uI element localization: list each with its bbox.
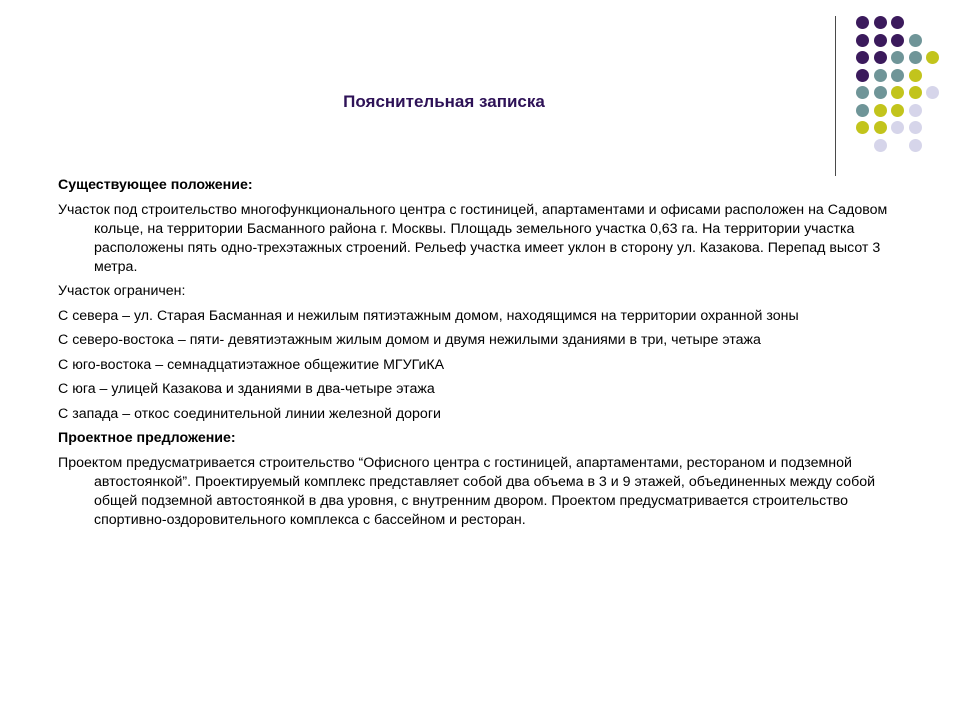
decorative-dot: [891, 69, 904, 82]
decorative-dot: [909, 34, 922, 47]
decorative-dot: [874, 51, 887, 64]
decorative-dot: [909, 51, 922, 64]
decorative-dot: [891, 34, 904, 47]
decorative-dot: [874, 139, 887, 152]
boundary-south: С юга – улицей Казакова и зданиями в два-четыре этажа: [58, 381, 435, 397]
decorative-dot: [891, 86, 904, 99]
decorative-dot: [891, 121, 904, 134]
decorative-dot: [891, 16, 904, 29]
decorative-dot: [874, 34, 887, 47]
decorative-dot: [856, 104, 869, 117]
decorative-dot: [856, 86, 869, 99]
boundary-west: С запада – откос соединительной линии железной дороги: [58, 405, 441, 422]
boundary-northeast: С северо-востока – пяти- девятиэтажным жилым домом и двумя нежилыми зданиями в три, четыре этажа: [58, 332, 761, 348]
decorative-dot: [909, 104, 922, 117]
decorative-dot: [909, 121, 922, 134]
slide-body: [58, 176, 900, 535]
decorative-dot: [856, 69, 869, 82]
section-heading-proposal: Проектное предложение:: [58, 430, 236, 446]
decorative-dot: [909, 69, 922, 82]
paragraph-site-description: Участок под строительство многофункционального центра с гостиницей, апартаментами и офисами расположен на Садовом кольце, на территории Басманного района г. Москвы. Площадь земельного участка 0,63 га. На территории участка расположены пять одно-трехэтажных строений. Рельеф участка имеет уклон в сторону ул. Казакова. Перепад высот 3 метра.: [58, 201, 888, 275]
decorative-dot: [856, 121, 869, 134]
boundary-north: С севера – ул. Старая Басманная и нежилым пятиэтажным домом, находящимся на территории охранной зоны: [58, 307, 799, 324]
decorative-dot: [856, 34, 869, 47]
decorative-dot: [909, 139, 922, 152]
vertical-divider: [835, 16, 836, 176]
decorative-dot: [874, 104, 887, 117]
decorative-dot: [874, 69, 887, 82]
decorative-dot-grid: [0, 0, 960, 180]
boundary-southeast: С юго-востока – семнадцатиэтажное общежитие МГУГиКА: [58, 356, 445, 373]
decorative-dot: [874, 16, 887, 29]
decorative-dot: [874, 86, 887, 99]
decorative-dot: [909, 86, 922, 99]
paragraph-proposal: Проектом предусматривается строительство “Офисного центра с гостиницей, апартаментами, рестораном и подземной автостоянкой”. Проектируемый комплекс представляет собой два объема в 3 и 9 этажей, объединенных между собой общей подземной автостоянкой в два уровня, с внутренним двором. Проектом предусматривается строительство спортивно-оздоровительного комплекса с бассейном и ресторан.: [58, 454, 876, 528]
section-heading-existing: Существующее положение:: [58, 177, 253, 193]
paragraph-site-bounded: Участок ограничен:: [58, 283, 186, 299]
decorative-dot: [926, 51, 939, 64]
decorative-dot: [874, 121, 887, 134]
decorative-dot: [926, 86, 939, 99]
slide-title: Пояснительная записка: [343, 92, 545, 111]
decorative-dot: [891, 51, 904, 64]
decorative-dot: [856, 16, 869, 29]
decorative-dot: [891, 104, 904, 117]
decorative-dot: [856, 51, 869, 64]
